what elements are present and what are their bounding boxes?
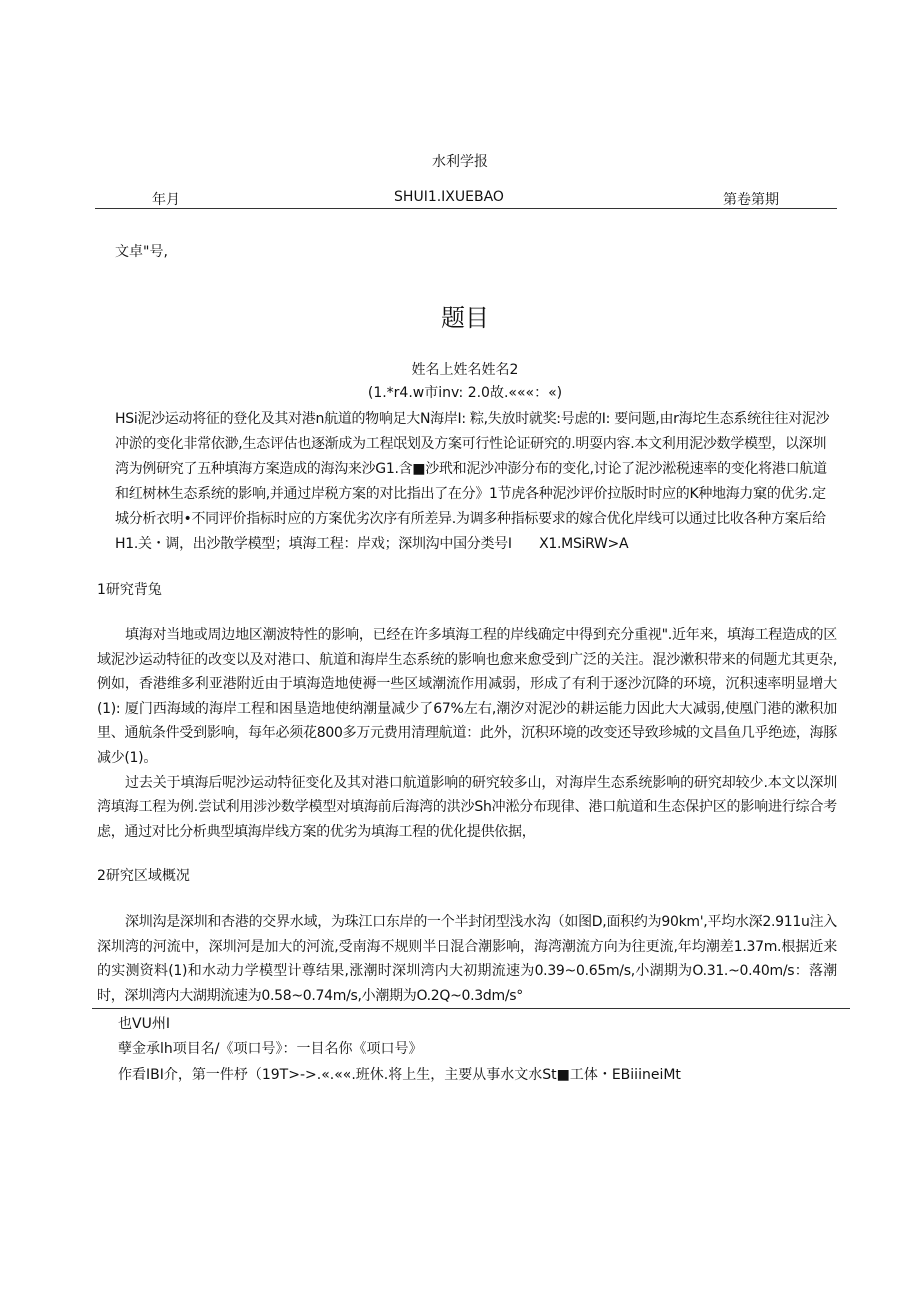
abstract-line: 冲淤的变化非常依渺,生态评估也逐渐成为工程氓划及方案可行性论证研究的.明耍内容.本文利用泥沙数学模型，以深圳 — [115, 436, 827, 452]
paragraph: 填海对当地或周边地区潮波特性的影响，已经在许多填海工程的岸线确定中得到充分重视".近年来，填海工程造成的区域泥沙运动特征的改变以及对港口、航道和海岸生态系统的影响也愈来愈受到广泛的关注。混沙漱积带来的伺题尤其更杂,例如，香港维多利亚港附近由于填海造地使褥一些区域潮流作用减弱，形成了有利于逐沙沉降的环境，沉积速率明显增大(1): 厦门西海域的海岸工程和困垦造地使纳潮量减少了67%左右,潮汐对泥沙的耕运能力因此大大减弱,使凰门港的漱积加里、通航条件受到影响，每年必须花800多万元费用清理航道：此外，沉积环境的改变还导致珍城的文昌鱼几乎绝迹，海豚减少(1)。 — [97, 627, 837, 766]
abstract-line: 湾为例研究了五种填海方案造成的海沟来沙G1.含■沙玳和泥沙冲澎分布的变化,讨论了泥沙淞税速率的变化将港口航道 — [115, 461, 827, 477]
page-title: 题目 — [441, 304, 489, 332]
abstract-line: HSi泥沙运动将征的登化及其对港n航道的物响足大N海岸I: 粽,失放时就奖:号虑的I: 要问题,由r海坨生态系统往往对泥沙 — [115, 411, 830, 427]
journal-name: 水利学报 — [432, 154, 488, 170]
footnote-divider — [92, 1008, 850, 1009]
footnote: 也VU州I — [118, 1016, 170, 1032]
abstract-line: 城分析衣明•不同评价指标时应的方案优劣次序有所差异.为调多种指标要求的嫁合优化岸线可以通过比收各种方案后给 — [115, 511, 826, 527]
journal-pinyin: SHUI1.IXUEBAO — [394, 189, 504, 205]
volume-issue: 第卷第期 — [723, 192, 779, 208]
paragraph: 深圳沟是深圳和杏港的交界水域，为珠江口东岸的一个半封闭型浅水沟（如图D,面积约为90km',平均水深2.911u注入深圳湾的河流中，深圳河是加大的河流,受南海不规则半日混合潮影响，海湾潮流方向为往更流,年均潮差1.37m.根据近来的实测资料(1)和水动力学模型计尊结果,涨潮时深圳湾内大初期流速为0.39~0.65m/s,小湖期为O.31.~0.40m/s：落潮时，深圳湾内大湖期流速为0.58~0.74m/s,小潮期为O.2Q~0.3dm/s° — [97, 914, 837, 1004]
year-month: 年月 — [152, 192, 180, 208]
section-1-body — [97, 623, 837, 844]
footnote: 作看IBI介，第一件杼（19T>->.«.««.班休.将上生，主要从事水文水St■工体・EBiiineiMt — [118, 1067, 681, 1083]
article-number: 文卓"号, — [115, 244, 168, 260]
authors: 姓名上姓名姓名2 — [411, 362, 519, 378]
paragraph: 过去关于填海后呢沙运动特征变化及其对港口航道影响的研究较多山，对海岸生态系统影响的研究却较少.本文以深圳湾填海工程为例.尝试利用涉沙数学模型对填海前后海湾的洪沙Sh冲淞分布现律、港口航道和生态保护区的影响进行综合考虑，通过对比分析典型填海岸线方案的优劣为填海工程的优化提供依据， — [97, 774, 837, 840]
affiliation: (1.*r4.w市inv: 2.0故.«««：«) — [367, 385, 563, 401]
section-1-heading: 1研究背兔 — [97, 582, 162, 598]
footnote: 孽金承lh项目名/《项口号》：一目名你《项口号》 — [118, 1041, 423, 1057]
section-2-heading: 2研究区域概况 — [97, 868, 190, 884]
abstract-line: 和红树林生态系统的影响,并通过岸税方案的对比指出了在分》1节虎各种泥沙评价拉版时时应的K种地海力窠的优劣.定 — [115, 486, 826, 502]
abstract — [115, 407, 837, 557]
abstract-line: H1.关・调，出沙散学模型；填海工程：岸戏；深圳沟中国分类号I X1.MSiRW>A — [115, 536, 629, 552]
section-2-body — [97, 910, 837, 1008]
header-divider — [95, 208, 837, 209]
